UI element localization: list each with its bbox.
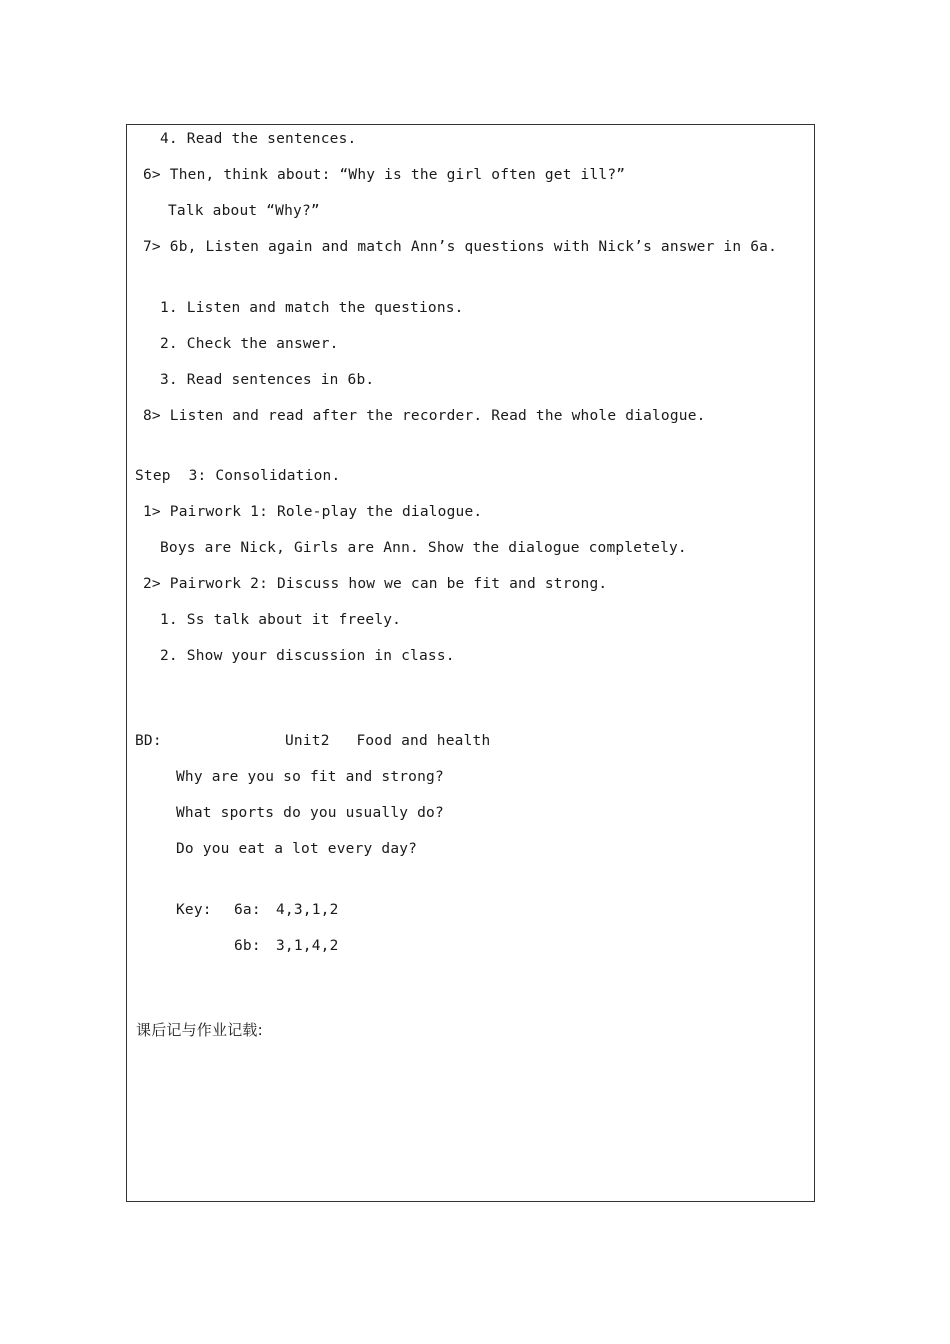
step2-point-6: 6> Then, think about: “Why is the girl often get ill?” (143, 167, 626, 183)
step2-point-7-item: 2. Check the answer. (160, 336, 339, 352)
step2-point-7-item: 1. Listen and match the questions. (160, 300, 464, 316)
step3-pairwork-1-detail: Boys are Nick, Girls are Ann. Show the dialogue completely. (160, 540, 687, 556)
step3-pairwork-2-item: 2. Show your discussion in class. (160, 648, 455, 664)
step2-point-6-talk: Talk about “Why?” (168, 203, 320, 219)
after-class-notes-label: 课后记与作业记载: (136, 1021, 263, 1039)
board-question: What sports do you usually do? (176, 805, 444, 821)
step3-pairwork-1: 1> Pairwork 1: Role-play the dialogue. (143, 504, 483, 520)
key-6a-value: 4,3,1,2 (276, 902, 339, 918)
step3-pairwork-2-item: 1. Ss talk about it freely. (160, 612, 402, 628)
board-label: BD: (135, 733, 162, 749)
step2-point-7-item: 3. Read sentences in 6b. (160, 372, 375, 388)
key-label: Key: (176, 902, 212, 918)
board-title: Unit2 Food and health (285, 733, 491, 749)
lesson-plan-table-cell (126, 124, 815, 1202)
step2-point-8: 8> Listen and read after the recorder. Read the whole dialogue. (143, 408, 706, 424)
board-question: Do you eat a lot every day? (176, 841, 418, 857)
key-6a-label: 6a: (234, 902, 261, 918)
step2-point-7: 7> 6b, Listen again and match Ann’s questions with Nick’s answer in 6a. (143, 239, 778, 255)
step3-pairwork-2: 2> Pairwork 2: Discuss how we can be fit and strong. (143, 576, 608, 592)
step2-item-4: 4. Read the sentences. (160, 131, 357, 147)
step3-heading: Step 3: Consolidation. (135, 468, 341, 484)
key-6b-label: 6b: (234, 938, 261, 954)
key-6b-value: 3,1,4,2 (276, 938, 339, 954)
board-question: Why are you so fit and strong? (176, 769, 444, 785)
